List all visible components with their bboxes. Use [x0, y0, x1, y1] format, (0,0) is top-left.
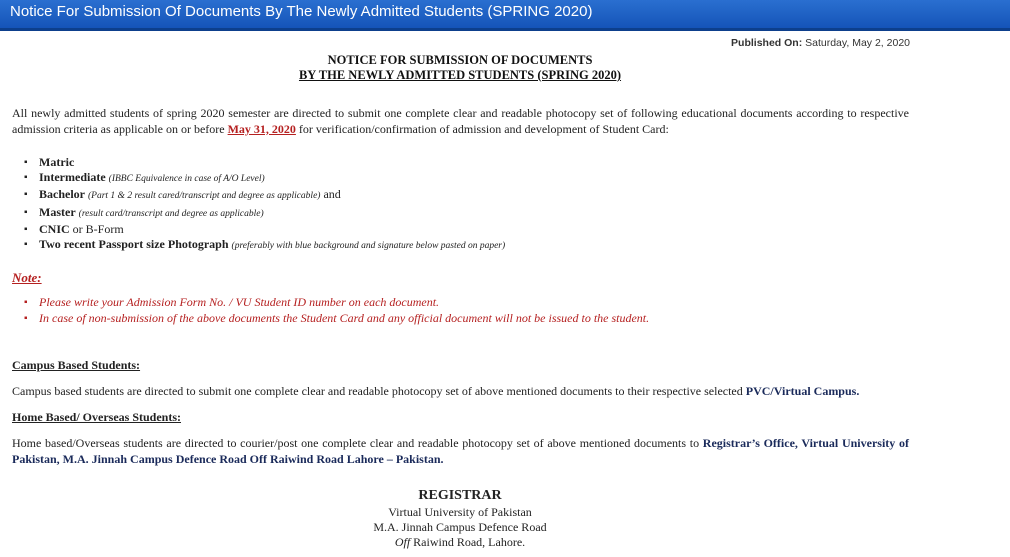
- list-item: [24, 187, 505, 204]
- documents-list: [24, 155, 505, 254]
- document-detail: (Part 1 & 2 result cared/transcript and degree as applicable): [88, 191, 321, 202]
- signature-title: REGISTRAR: [418, 488, 502, 503]
- intro-paragraph: [12, 106, 909, 137]
- list-item: [24, 205, 505, 222]
- document-label: Matric: [39, 155, 75, 169]
- document-trail: and: [320, 187, 341, 202]
- published-info: [731, 37, 910, 49]
- intro-text: All newly admitted students of spring 2020 semester are directed to submit one complete clear and readable photocopy set of following educational documents according to respective admission criteria as applicable on or before: [12, 106, 909, 136]
- published-date: Saturday, May 2, 2020: [805, 37, 910, 49]
- campus-text: Campus based students are directed to submit one complete clear and readable photocopy set of above mentioned documents to their respective selected: [12, 384, 746, 398]
- intro-text-end: for verification/confirmation of admission and development of Student Card:: [295, 121, 669, 136]
- home-destination: Registrar’s Office, Virtual University of Pakistan, M.A. Jinnah Campus Defence Road Off Raiwind Road Lahore – Pakistan.: [12, 436, 909, 466]
- document-detail: (result card/transcript and degree as applicable): [78, 208, 264, 219]
- page-title: Notice For Submission Of Documents By The Newly Admitted Students (SPRING 2020): [10, 3, 593, 20]
- deadline-date: May 31, 2020: [227, 121, 296, 136]
- document-detail: (IBBC Equivalence in case of A/O Level): [108, 174, 265, 185]
- home-text: Home based/Overseas students are directed to courier/post one complete clear and readable photocopy set of above mentioned documents to: [12, 436, 703, 450]
- signature-line-1: Virtual University of Pakistan: [388, 505, 532, 519]
- signature-line-2: M.A. Jinnah Campus Defence Road: [373, 520, 547, 534]
- note-title: Note:: [12, 270, 42, 285]
- document-detail: (preferably with blue background and signature below pasted on paper): [231, 241, 506, 252]
- signature-line-3: Off Raiwind Road, Lahore.: [394, 535, 526, 549]
- document-trail: or B-Form: [69, 221, 124, 236]
- notice-heading-line-1: NOTICE FOR SUBMISSION OF DOCUMENTS: [327, 53, 593, 67]
- published-label: Published On:: [731, 37, 803, 49]
- note-item: ▪ In case of non-submission of the above documents the Student Card and any official document will not be issued to the student.: [24, 311, 649, 327]
- document-label: Intermediate: [39, 170, 106, 185]
- document-label: CNIC: [39, 221, 70, 236]
- note-item: ▪ Please write your Admission Form No. / VU Student ID number on each document.: [24, 295, 649, 311]
- home-section-title: Home Based/ Overseas Students:: [12, 410, 181, 424]
- campus-paragraph: [12, 384, 909, 400]
- page-header-bar: [0, 0, 1010, 31]
- list-item: [24, 237, 505, 254]
- notes-list: [24, 295, 649, 326]
- document-label: Master: [39, 204, 76, 219]
- document-label: Bachelor: [39, 187, 85, 202]
- home-paragraph: [12, 436, 909, 467]
- document-label: Two recent Passport size Photograph: [39, 237, 229, 252]
- campus-section-title: Campus Based Students:: [12, 358, 141, 372]
- list-item: [24, 155, 505, 170]
- notice-heading-line-2: BY THE NEWLY ADMITTED STUDENTS (SPRING 2020): [298, 68, 622, 82]
- list-item: [24, 222, 505, 237]
- campus-destination: PVC/Virtual Campus.: [745, 384, 860, 398]
- list-item: [24, 170, 505, 187]
